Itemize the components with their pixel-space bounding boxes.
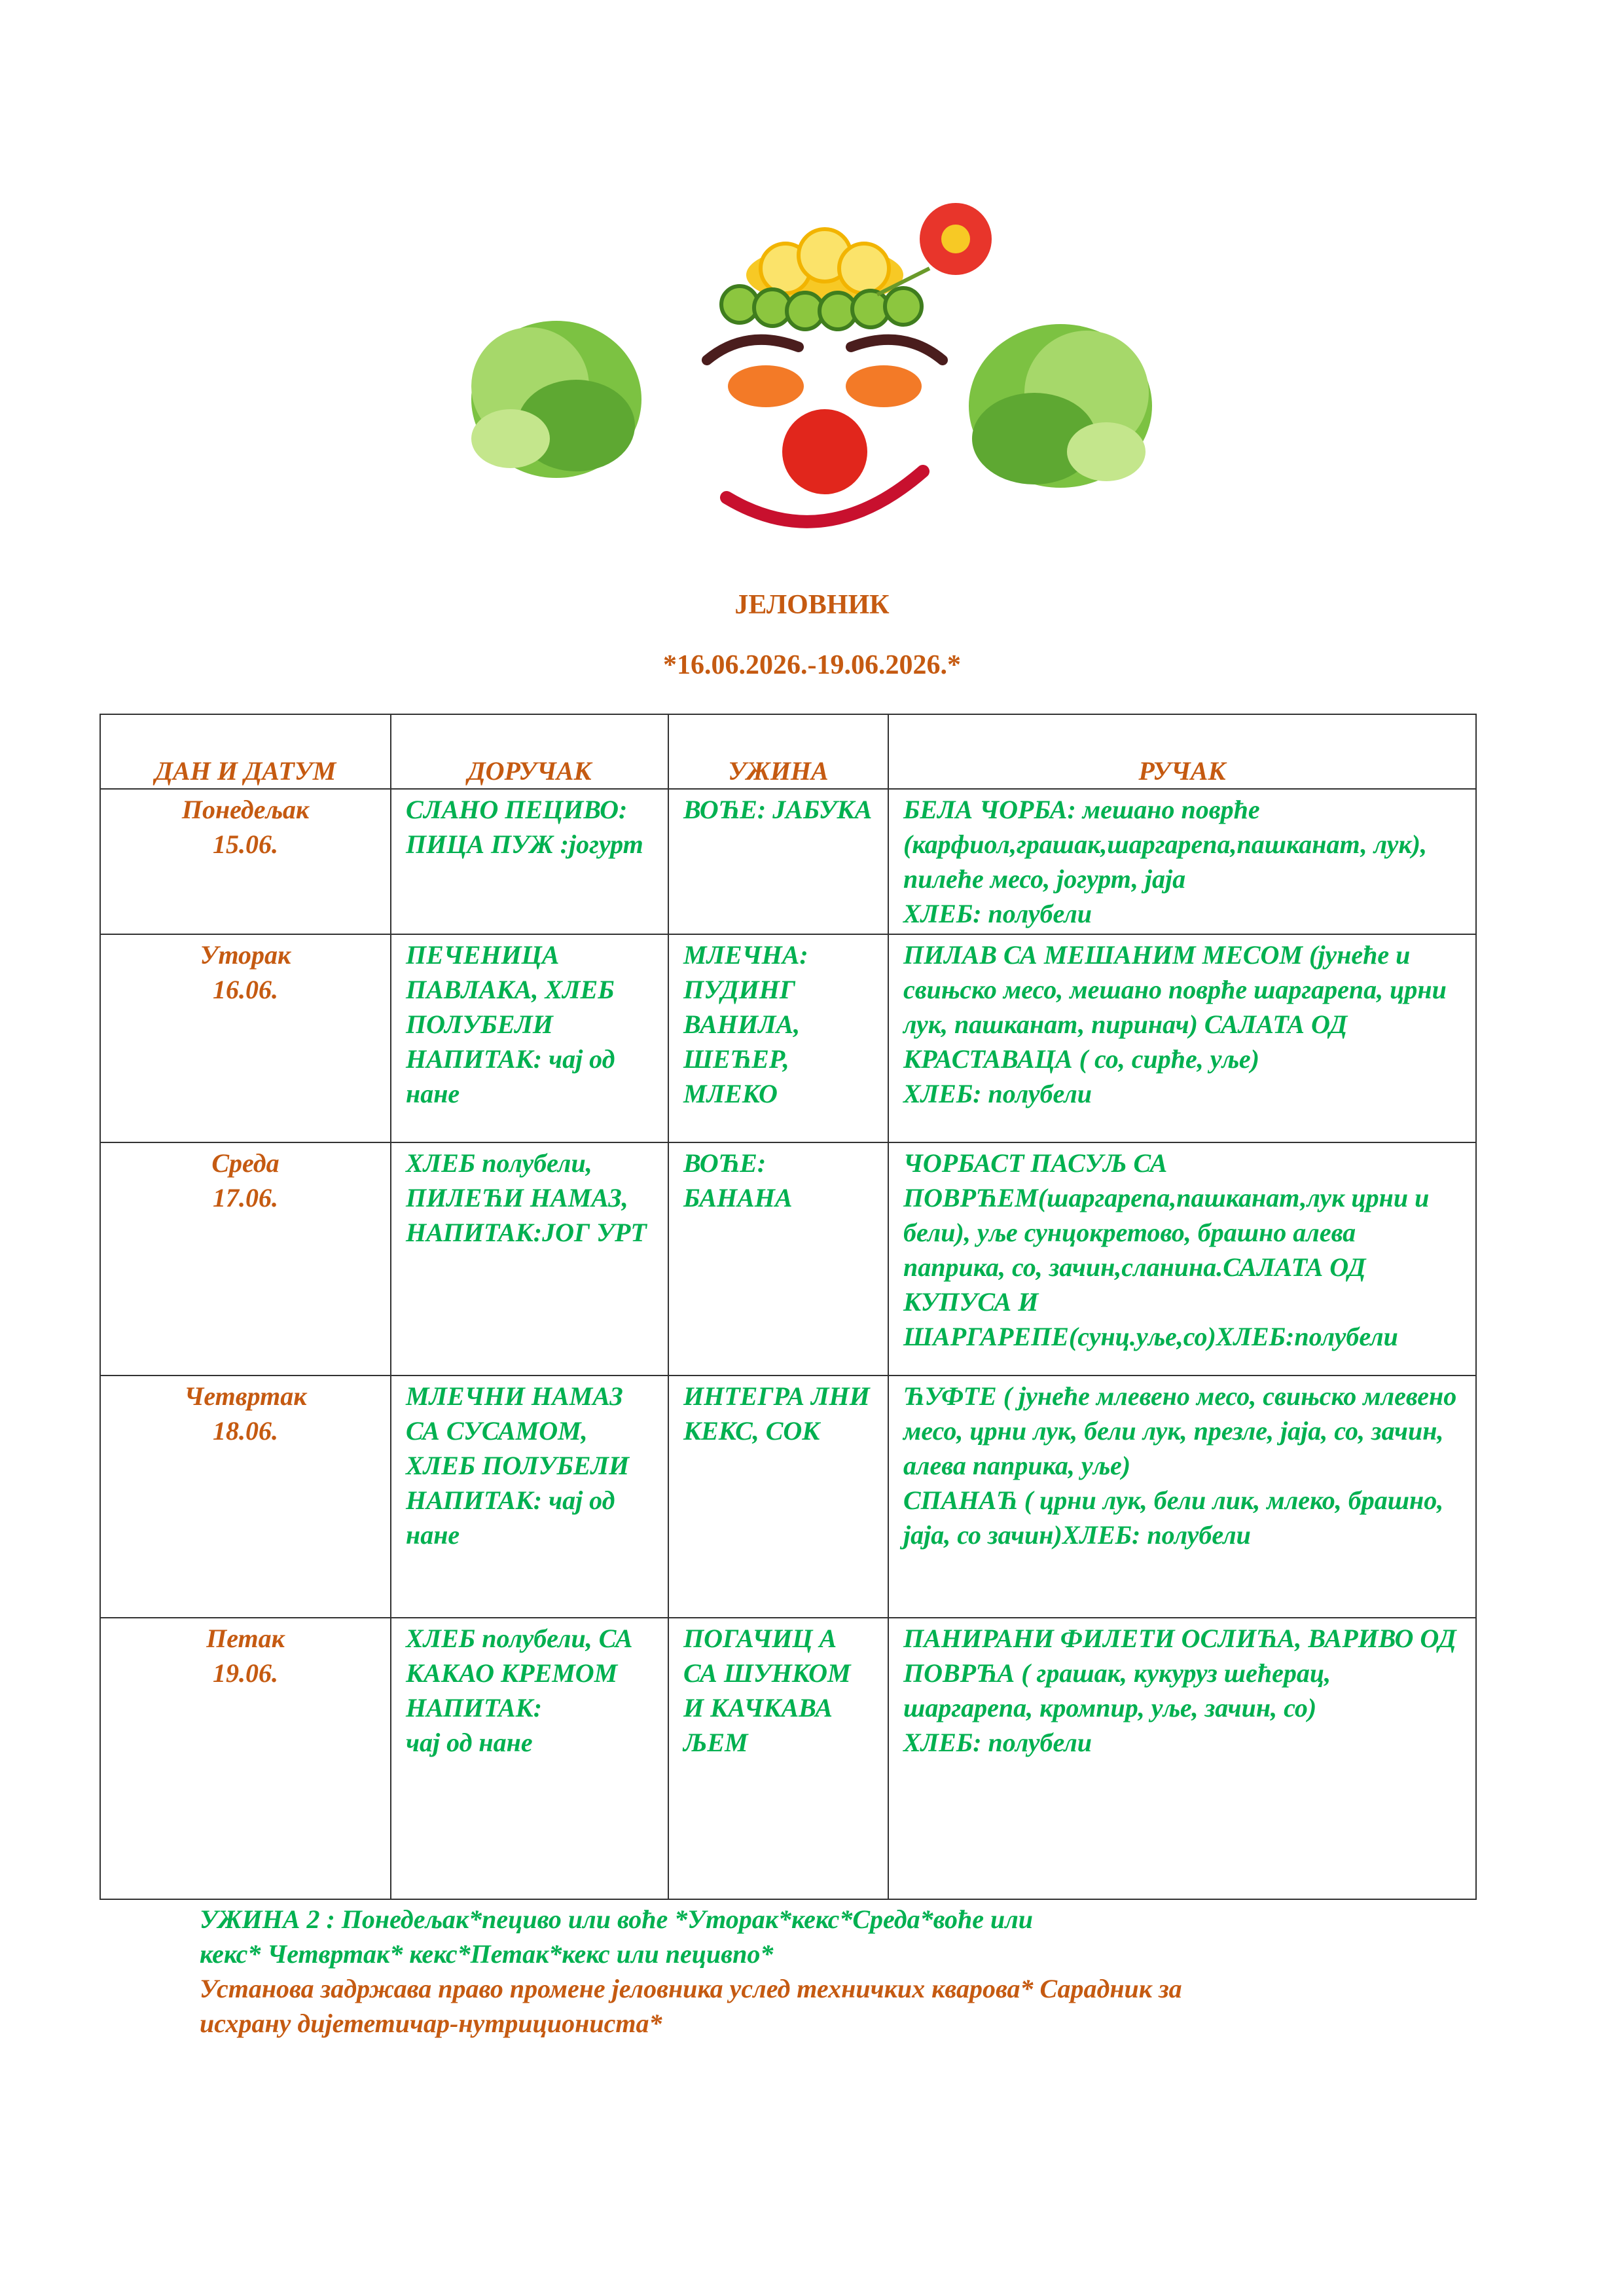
table-row xyxy=(100,1376,1476,1618)
day-name: Четвртак xyxy=(184,1381,307,1411)
menu-date-range: *16.06.2026.-19.06.2026.* xyxy=(663,650,961,680)
lunch-cell: ЧОРБАСТ ПАСУЉ СА ПОВРЋЕМ(шаргарепа,пашканат,лук црни и бели), уље сунцокретово, брашно алева паприка, со, зачин,сланина.САЛАТА ОД КУПУСА И ШАРГАРЕПЕ(сунц.уље,со)ХЛЕБ:полубели xyxy=(888,1142,1476,1376)
snack2-note xyxy=(200,1902,1443,2041)
carrot-eye-left-image xyxy=(728,365,804,407)
header-snack: УЖИНА xyxy=(668,714,888,789)
day-cell xyxy=(100,1142,391,1376)
day-date: 17.06. xyxy=(213,1183,278,1212)
tomato-nose-image xyxy=(782,409,867,494)
snack-cell: ВОЋЕ: БАНАНА xyxy=(668,1142,888,1376)
snack-cell: МЛЕЧНА: ПУДИНГ ВАНИЛА, ШЕЋЕР, МЛЕКО xyxy=(668,934,888,1142)
snack-cell: ИНТЕГРА ЛНИ КЕКС, СОК xyxy=(668,1376,888,1618)
carrot-eye-right-image xyxy=(846,365,922,407)
disclaimer-line-2: исхрану дијететичар-нутрициониста* xyxy=(200,2009,662,2038)
header-lunch: РУЧАК xyxy=(888,714,1476,789)
disclaimer-line-1: Установа задржава право промене јеловника услед техничких кварова* Сарадник за xyxy=(200,1974,1182,2003)
eyebrow-right-image xyxy=(851,340,943,360)
day-cell xyxy=(100,789,391,934)
header-day-date: ДАН И ДАТУМ xyxy=(100,714,391,789)
table-row xyxy=(100,1618,1476,1899)
day-cell xyxy=(100,1618,391,1899)
day-name: Понедељак xyxy=(181,795,310,824)
breakfast-cell: ХЛЕБ полубели, СА КАКАО КРЕМОМ НАПИТАК: чај од нане xyxy=(391,1618,668,1899)
day-date: 18.06. xyxy=(213,1416,278,1446)
breakfast-cell: СЛАНО ПЕЦИВО: ПИЦА ПУЖ :јогурт xyxy=(391,789,668,934)
day-name: Петак xyxy=(206,1624,285,1653)
table-row xyxy=(100,789,1476,934)
menu-title: ЈЕЛОВНИК xyxy=(734,590,890,620)
table-header-row xyxy=(100,714,1476,789)
lettuce-left-image xyxy=(471,321,641,478)
lunch-cell: ЋУФТЕ ( јунеће млевено месо, свињско млевено месо, црни лук, бели лук, презле, јаја, со, зачин, алева паприка, уље) СПАНАЋ ( црни лук, бели лик, млеко, брашно, јаја, со зачин)ХЛЕБ: полубели xyxy=(888,1376,1476,1618)
breakfast-cell: МЛЕЧНИ НАМАЗ СА СУСАМОМ, ХЛЕБ ПОЛУБЕЛИ НАПИТАК: чај од нане xyxy=(391,1376,668,1618)
menu-table xyxy=(99,714,1477,1900)
header-breakfast: ДОРУЧАК xyxy=(391,714,668,789)
day-date: 16.06. xyxy=(213,975,278,1004)
table-row xyxy=(100,934,1476,1142)
lunch-cell: ПАНИРАНИ ФИЛЕТИ ОСЛИЋА, ВАРИВО ОД ПОВРЋА ( грашак, кукуруз шећерац, шаргарепа, кромпир, уље, зачин, со) ХЛЕБ: полубели xyxy=(888,1618,1476,1899)
snack2-line-2: кекс* Четвртак* кекс*Петак*кекс или пецивпо* xyxy=(200,1939,774,1969)
lunch-cell: БЕЛА ЧОРБА: мешано поврће (карфиол,грашак,шаргарепа,пашканат, лук), пилеће месо, јогурт, јаја ХЛЕБ: полубели xyxy=(888,789,1476,934)
day-cell xyxy=(100,934,391,1142)
day-name: Среда xyxy=(211,1148,280,1178)
day-date: 19.06. xyxy=(213,1658,278,1688)
lunch-cell: ПИЛАВ СА МЕШАНИМ МЕСОМ (јунеће и свињско месо, мешано поврће шаргарепа, црни лук, пашканат, пиринач) САЛАТА ОД КРАСТАВАЦА ( со, сирће, уље) ХЛЕБ: полубели xyxy=(888,934,1476,1142)
day-date: 15.06. xyxy=(213,829,278,859)
day-cell xyxy=(100,1376,391,1618)
vegetable-clown-face-illustration xyxy=(458,190,1178,570)
lettuce-right-image xyxy=(969,324,1152,488)
snack-cell: ПОГАЧИЦ А СА ШУНКОМ И КАЧКАВА ЉЕМ xyxy=(668,1618,888,1899)
breakfast-cell: ХЛЕБ полубели, ПИЛЕЋИ НАМАЗ, НАПИТАК:ЈОГ УРТ xyxy=(391,1142,668,1376)
snack-cell: ВОЋЕ: ЈАБУКА xyxy=(668,789,888,934)
breakfast-cell: ПЕЧЕНИЦА ПАВЛАКА, ХЛЕБ ПОЛУБЕЛИ НАПИТАК: чај од нане xyxy=(391,934,668,1142)
day-name: Уторак xyxy=(200,940,291,970)
eyebrow-left-image xyxy=(707,340,799,360)
snack2-line-1: УЖИНА 2 : Понедељак*пециво или воће *Уторак*кекс*Среда*воће или xyxy=(200,1904,1033,1934)
table-row xyxy=(100,1142,1476,1376)
